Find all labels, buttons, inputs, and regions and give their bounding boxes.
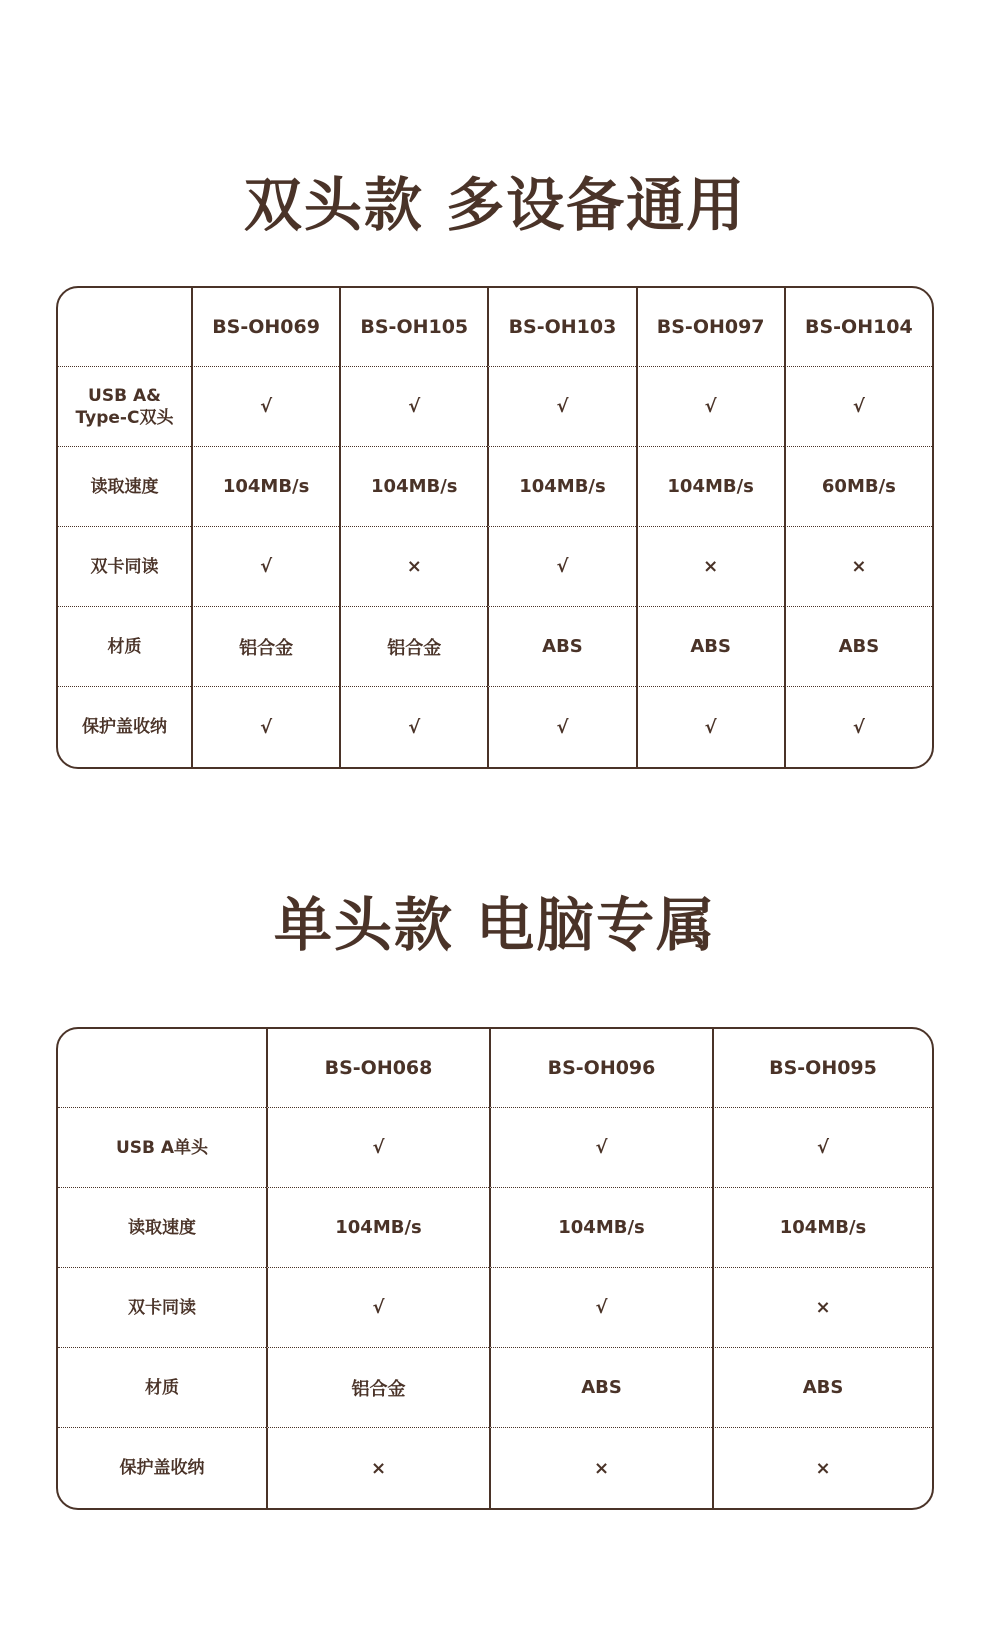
table-cell: ABS bbox=[636, 607, 784, 687]
table-cell: √ bbox=[712, 1108, 932, 1188]
table-cell: √ bbox=[636, 687, 784, 767]
table-row bbox=[58, 1428, 932, 1508]
row-label-read-speed: 读取速度 bbox=[58, 447, 191, 527]
table-cell: × bbox=[712, 1268, 932, 1348]
model-header: BS-OH096 bbox=[489, 1029, 712, 1108]
model-header: BS-OH069 bbox=[191, 288, 339, 367]
table-row bbox=[58, 367, 932, 447]
table-cell: √ bbox=[784, 367, 932, 447]
table-row bbox=[58, 527, 932, 607]
table-cell: 60MB/s bbox=[784, 447, 932, 527]
table-cell: × bbox=[784, 527, 932, 607]
table-cell: √ bbox=[487, 687, 635, 767]
header-empty-cell bbox=[58, 1029, 266, 1108]
table-cell: √ bbox=[191, 527, 339, 607]
table-cell: × bbox=[712, 1428, 932, 1508]
table-cell: ABS bbox=[487, 607, 635, 687]
table-cell: × bbox=[339, 527, 487, 607]
table-cell: 104MB/s bbox=[339, 447, 487, 527]
table-cell: √ bbox=[339, 367, 487, 447]
table-cell: ABS bbox=[489, 1348, 712, 1428]
table-cell: √ bbox=[191, 687, 339, 767]
table-cell: √ bbox=[191, 367, 339, 447]
header-empty-cell bbox=[58, 288, 191, 367]
table-cell: 104MB/s bbox=[489, 1188, 712, 1268]
row-label-interface: USB A单头 bbox=[58, 1108, 266, 1188]
table-cell: × bbox=[266, 1428, 489, 1508]
model-header: BS-OH097 bbox=[636, 288, 784, 367]
table-cell: 铝合金 bbox=[266, 1348, 489, 1428]
table-cell: √ bbox=[266, 1268, 489, 1348]
table-cell: 104MB/s bbox=[636, 447, 784, 527]
table-row bbox=[58, 1268, 932, 1348]
section-title-single-head: 单头款 电脑专属 bbox=[273, 891, 717, 959]
table-cell: ABS bbox=[784, 607, 932, 687]
table-cell: √ bbox=[339, 687, 487, 767]
section-title-dual-head: 双头款 多设备通用 bbox=[243, 171, 747, 239]
table-row bbox=[58, 1188, 932, 1268]
table-cell: ABS bbox=[712, 1348, 932, 1428]
comparison-table-single-head bbox=[56, 1027, 934, 1510]
table-cell: √ bbox=[636, 367, 784, 447]
table-cell: 104MB/s bbox=[191, 447, 339, 527]
table-cell: √ bbox=[487, 367, 635, 447]
table-row bbox=[58, 1348, 932, 1428]
table-cell: 104MB/s bbox=[712, 1188, 932, 1268]
row-label-dual-card: 双卡同读 bbox=[58, 1268, 266, 1348]
table-row bbox=[58, 687, 932, 767]
table-header-row bbox=[58, 1029, 932, 1108]
table-cell: 104MB/s bbox=[266, 1188, 489, 1268]
row-label-material: 材质 bbox=[58, 1348, 266, 1428]
table-cell: × bbox=[636, 527, 784, 607]
table-cell: √ bbox=[487, 527, 635, 607]
row-label-material: 材质 bbox=[58, 607, 191, 687]
table-cell: √ bbox=[784, 687, 932, 767]
model-header: BS-OH095 bbox=[712, 1029, 932, 1108]
table-row bbox=[58, 607, 932, 687]
table-cell: 铝合金 bbox=[339, 607, 487, 687]
model-header: BS-OH068 bbox=[266, 1029, 489, 1108]
table-cell: √ bbox=[266, 1108, 489, 1188]
model-header: BS-OH103 bbox=[487, 288, 635, 367]
table-cell: 铝合金 bbox=[191, 607, 339, 687]
table-row bbox=[58, 1108, 932, 1188]
table-cell: 104MB/s bbox=[487, 447, 635, 527]
row-label-cap-storage: 保护盖收纳 bbox=[82, 717, 167, 737]
model-header: BS-OH105 bbox=[339, 288, 487, 367]
row-label-line: Type-C双头 bbox=[75, 407, 174, 428]
table-cell: √ bbox=[489, 1268, 712, 1348]
table-cell: √ bbox=[489, 1108, 712, 1188]
comparison-table-dual-head bbox=[56, 286, 934, 769]
row-label-line: USB A& bbox=[88, 385, 161, 406]
row-label-cap-storage: 保护盖收纳 bbox=[119, 1458, 205, 1478]
table-row bbox=[58, 447, 932, 527]
table-header-row bbox=[58, 288, 932, 367]
row-label-read-speed: 读取速度 bbox=[58, 1188, 266, 1268]
table-cell: × bbox=[489, 1428, 712, 1508]
row-label-dual-card: 双卡同读 bbox=[58, 527, 191, 607]
row-label-interface bbox=[58, 367, 191, 447]
model-header: BS-OH104 bbox=[784, 288, 932, 367]
